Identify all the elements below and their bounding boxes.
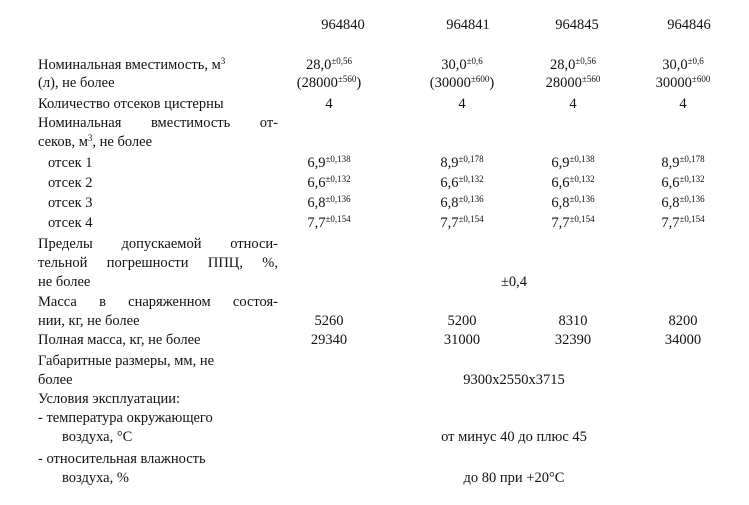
compartment-value: $6,6^{\pm 0,132}$ bbox=[440, 174, 484, 191]
capacity-label: Номинальная вместимость, $м^3$ bbox=[38, 56, 226, 73]
compartment-value: $8,9^{\pm 0,178}$ bbox=[661, 154, 705, 171]
compartment-value: $7,7^{\pm 0,154}$ bbox=[551, 214, 595, 231]
compartments-label: Количество отсеков цистерны bbox=[38, 96, 224, 112]
model-header: 964845 bbox=[555, 17, 599, 33]
operating-label: Условия эксплуатации: bbox=[38, 391, 181, 407]
compartments-value: 4 bbox=[458, 96, 466, 112]
compartment-value: $6,9^{\pm 0,138}$ bbox=[551, 154, 595, 171]
humidity-label: - относительная влажность bbox=[38, 451, 206, 467]
compartment-label: отсек 2 bbox=[48, 175, 93, 191]
capacity-liters: $28000^{\pm 560}$ bbox=[545, 74, 601, 91]
compartment-value: $6,6^{\pm 0,132}$ bbox=[661, 174, 705, 191]
curb-mass-value: 5200 bbox=[447, 313, 477, 329]
humidity-value: до 80 при +20°С bbox=[463, 470, 565, 486]
dimensions-label-2: более bbox=[38, 372, 73, 388]
compartment-label: отсек 1 bbox=[48, 155, 93, 171]
capacity-liters: $(30000^{\pm 600})$ bbox=[429, 74, 495, 91]
capacity-value: $28,0^{\pm 0,56}$ bbox=[305, 56, 353, 73]
comp-capacity-label: Номинальная вместимость от- bbox=[38, 115, 278, 131]
capacity-value: $28,0^{\pm 0,56}$ bbox=[549, 56, 597, 73]
curb-mass-label-2: нии, кг, не более bbox=[38, 313, 140, 329]
compartment-value: $6,8^{\pm 0,136}$ bbox=[307, 194, 351, 211]
compartment-label: отсек 3 bbox=[48, 195, 93, 211]
model-header: 964846 bbox=[667, 17, 711, 33]
model-header: 964841 bbox=[446, 17, 490, 33]
compartment-value: $6,6^{\pm 0,132}$ bbox=[307, 174, 351, 191]
compartment-value: $6,8^{\pm 0,136}$ bbox=[440, 194, 484, 211]
curb-mass-value: 8200 bbox=[668, 313, 698, 329]
gross-mass-label: Полная масса, кг, не более bbox=[38, 332, 201, 348]
gross-mass-value: 32390 bbox=[554, 332, 592, 348]
capacity-value: $30,0^{\pm 0,6}$ bbox=[662, 56, 704, 73]
curb-mass-value: 5260 bbox=[314, 313, 344, 329]
compartment-value: $8,9^{\pm 0,178}$ bbox=[440, 154, 484, 171]
compartment-value: $6,9^{\pm 0,138}$ bbox=[307, 154, 351, 171]
capacity-liters: $(28000^{\pm 560})$ bbox=[296, 74, 362, 91]
compartment-label: отсек 4 bbox=[48, 215, 93, 231]
temperature-label-2: воздуха, °С bbox=[62, 429, 133, 445]
compartments-value: 4 bbox=[679, 96, 687, 112]
temperature-label: - температура окружающего bbox=[38, 410, 213, 426]
gross-mass-value: 29340 bbox=[310, 332, 348, 348]
capacity-liters: $30000^{\pm 600}$ bbox=[655, 74, 711, 91]
compartment-value: $7,7^{\pm 0,154}$ bbox=[661, 214, 705, 231]
compartment-value: $7,7^{\pm 0,154}$ bbox=[440, 214, 484, 231]
gross-mass-value: 31000 bbox=[443, 332, 481, 348]
error-limits-label: Пределы допускаемой относи- bbox=[38, 236, 278, 252]
compartments-value: 4 bbox=[325, 96, 333, 112]
compartment-value: $6,6^{\pm 0,132}$ bbox=[551, 174, 595, 191]
error-limits-label-3: не более bbox=[38, 274, 91, 290]
gross-mass-value: 34000 bbox=[664, 332, 702, 348]
curb-mass-label: Масса в снаряженном состоя- bbox=[38, 294, 278, 310]
capacity-value: $30,0^{\pm 0,6}$ bbox=[441, 56, 483, 73]
compartment-value: $7,7^{\pm 0,154}$ bbox=[307, 214, 351, 231]
compartments-value: 4 bbox=[569, 96, 577, 112]
humidity-label-2: воздуха, % bbox=[62, 470, 129, 486]
temperature-value: от минус 40 до плюс 45 bbox=[441, 429, 587, 445]
dimensions-value: 9300х2550х3715 bbox=[463, 372, 565, 388]
error-limits-value: ±0,4 bbox=[500, 274, 528, 290]
compartment-value: $6,8^{\pm 0,136}$ bbox=[661, 194, 705, 211]
dimensions-label: Габаритные размеры, мм, не bbox=[38, 353, 215, 369]
comp-capacity-label-2: секов, $м^3$, не более bbox=[38, 133, 153, 150]
model-header: 964840 bbox=[321, 17, 365, 33]
compartment-value: $6,8^{\pm 0,136}$ bbox=[551, 194, 595, 211]
error-limits-label-2: тельной погрешности ППЦ, %, bbox=[38, 255, 278, 271]
curb-mass-value: 8310 bbox=[558, 313, 588, 329]
capacity-label-2: (л), не более bbox=[38, 75, 115, 91]
